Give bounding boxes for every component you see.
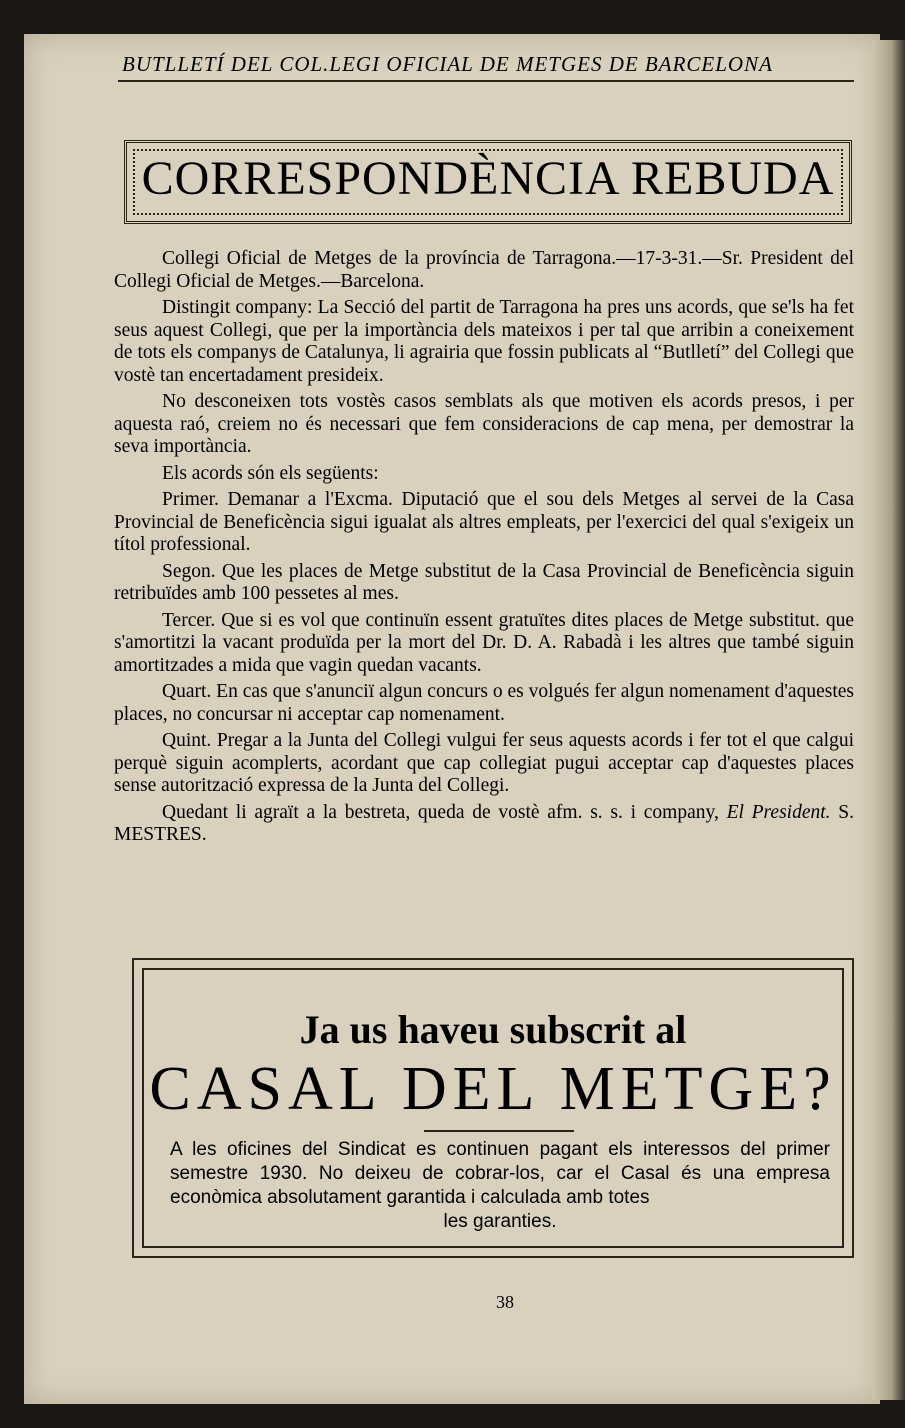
page-edge	[872, 40, 905, 1400]
closing-signature: S. MESTRES.	[114, 801, 854, 845]
closing-role: El President.	[726, 801, 831, 823]
title-frame	[124, 140, 852, 224]
advertisement-inner-frame	[142, 968, 844, 1248]
article-body	[114, 248, 854, 851]
ad-text	[170, 1138, 830, 1234]
running-head: BUTLLETÍ DEL COL.LEGI OFICIAL DE METGES DE BARCELONA	[122, 52, 773, 76]
paragraph-header: Collegi Oficial de Metges de la província de Tarragona.—17-3-31.—Sr. President del Collegi Oficial de Metges.—Barcelona.	[114, 248, 854, 292]
paragraph-quint: Quint. Pregar a la Junta del Collegi vulgui fer seus aquests acords i fer tot el que calgui perquè siguin acomplerts, acordant que cap collegiat pugui acceptar cap d'aquestes places sense autorització expressa de la Junta del Collegi.	[114, 730, 854, 796]
paragraph-quart: Quart. En cas que s'anunciï algun concurs o es volgués fer algun nomenament d'aquestes places, no concursar ni acceptar cap nomenament.	[114, 681, 854, 725]
header-rule	[118, 80, 854, 82]
article-title: CORRESPONDÈNCIA REBUDA	[141, 152, 835, 205]
advertisement-box	[132, 958, 854, 1258]
paragraph-closing	[114, 802, 854, 847]
ad-text-last: les garanties.	[443, 1211, 557, 1232]
paragraph-primer: Primer. Demanar a l'Excma. Diputació que el sou dels Metges al servei de la Casa Provincial de Beneficència sigui igualat als altres empleats, per l'exercici del qual s'exigeix un títol professional.	[114, 489, 854, 555]
paragraph-context: No desconeixen tots vostès casos semblats als que motiven els acords presos, i per aquesta raó, creiem no és necessari que fem consideracions de cap mena, per demostrar la seva importància.	[114, 391, 854, 457]
ad-question-line2: CASAL DEL METGE?	[149, 1055, 837, 1123]
page-number: 38	[496, 1292, 514, 1312]
paragraph-segon: Segon. Que les places de Metge substitut de la Casa Provincial de Beneficència siguin retribuïdes amb 100 pessetes al mes.	[114, 560, 854, 604]
ad-text-body: A les oficines del Sindicat es continuen pagant els interessos del primer semestre 1930. No deixeu de cobrar-los, car el Casal és una empresa econòmica absolutament garantida i calculada amb totes	[170, 1139, 830, 1208]
paragraph-greeting: Distingit company: La Secció del partit de Tarragona ha pres uns acords, que se'ls ha fet seus aquest Collegi, que per la importància dels mateixos i per tal que arribin a coneixement de tots els companys de Catalunya, li agrairia que fossin publicats al “Butlletí” del Collegi que vostè tan encertadament presideix.	[114, 297, 854, 386]
ad-rule	[424, 1130, 574, 1132]
closing-text: Quedant li agraït a la bestreta, queda de vostè afm. s. s. i company,	[162, 801, 727, 823]
paragraph-intro: Els acords són els següents:	[162, 462, 379, 484]
ad-question-line1: Ja us haveu subscrit al	[299, 1007, 687, 1052]
paragraph-tercer: Tercer. Que si es vol que continuïn essent gratuïtes dites places de Metge substitut. que s'amortitzi la vacant produïda per la mort del Dr. D. A. Rabadà i les altres que també siguin amortitzades a mida que vagin quedan vacants.	[114, 609, 854, 676]
